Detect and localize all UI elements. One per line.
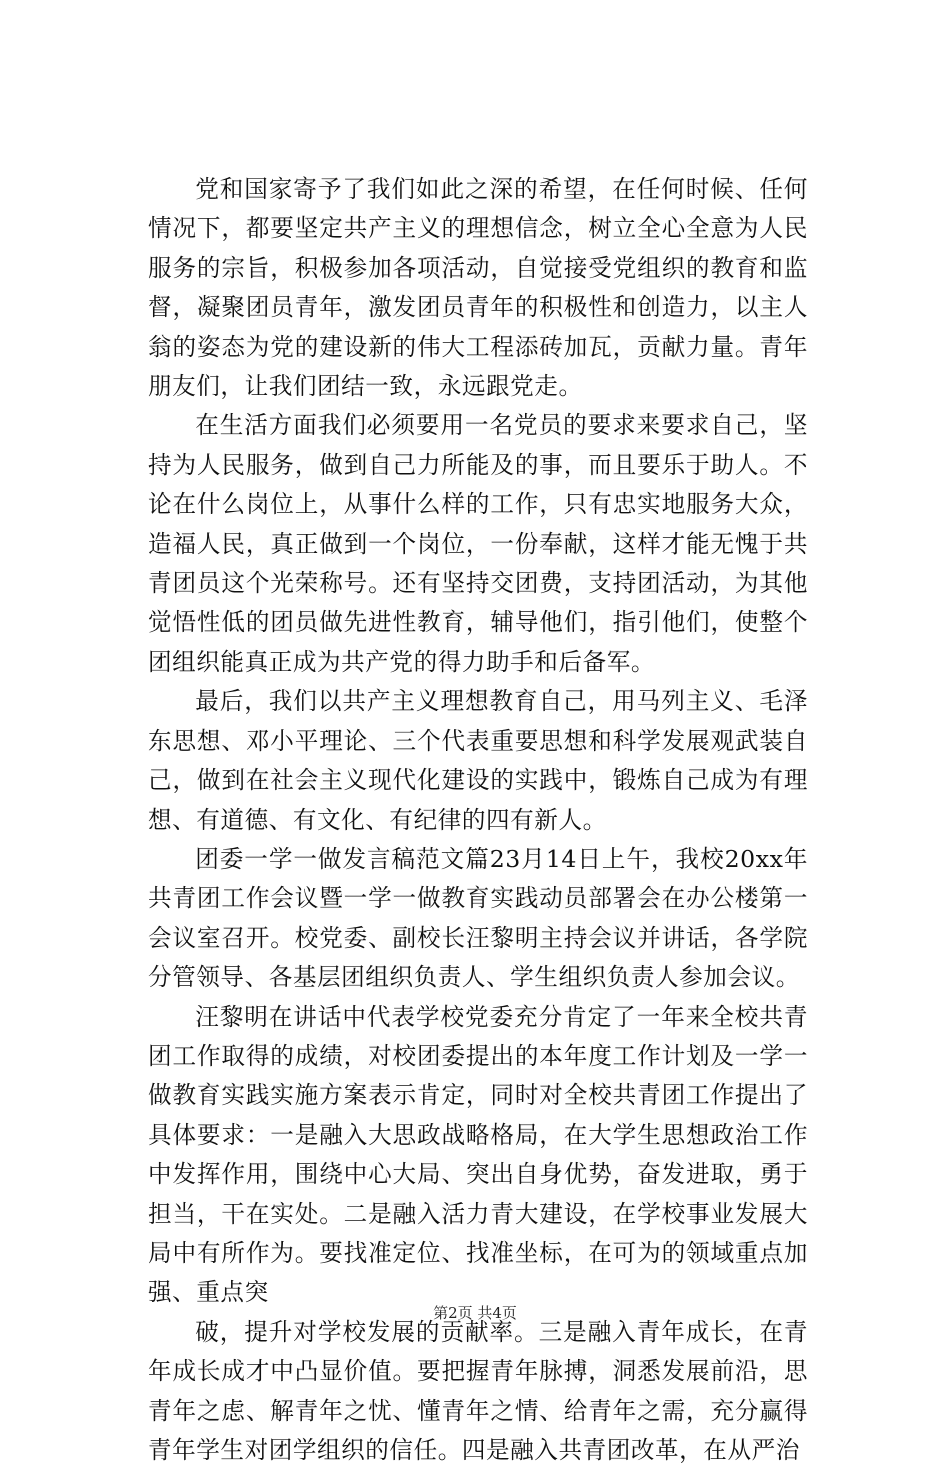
paragraph-6: 破，提升对学校发展的贡献率。三是融入青年成长，在青年成长成才中凸显价值。要把握青年脉搏，洞悉发展前沿，思青年之虑、解青年之忧、懂青年之情、给青年之需，充分赢得青年学生对团学组织的信任。四是融入共青团改革，在从严治 [148,1317,808,1464]
paragraph-3: 最后，我们以共产主义理想教育自己，用马列主义、毛泽东思想、邓小平理论、三个代表重要思想和科学发展观武装自己，做到在社会主义现代化建设的实践中，锻炼自己成为有理想、有道德、有文化、有纪律的四有新人。 [148,687,808,834]
paragraph-5: 汪黎明在讲话中代表学校党委充分肯定了一年来全校共青团工作取得的成绩，对校团委提出的本年度工作计划及一学一做教育实践实施方案表示肯定，同时对全校共青团工作提出了具体要求：一是融入大思政战略格局，在大学生思想政治工作中发挥作用，围绕中心大局、突出自身优势，奋发进取，勇于担当，干在实处。二是融入活力青大建设，在学校事业发展大局中有所作为。要找准定位、找准坐标，在可为的领域重点加强、重点突 [148,1002,808,1307]
paragraph-2: 在生活方面我们必须要用一名党员的要求来要求自己，坚持为人民服务，做到自己力所能及的事，而且要乐于助人。不论在什么岗位上，从事什么样的工作，只有忠实地服务大众，造福人民，真正做到一个岗位，一份奉献，这样才能无愧于共青团员这个光荣称号。还有坚持交团费，支持团活动，为其他觉悟性低的团员做先进性教育，辅导他们，指引他们，使整个团组织能真正成为共产党的得力助手和后备军。 [148,411,808,676]
paragraph-4: 团委一学一做发言稿范文篇23月14日上午，我校20xx年共青团工作会议暨一学一做教育实践动员部署会在办公楼第一会议室召开。校党委、副校长汪黎明主持会议并讲话，各学院分管领导、各基层团组织负责人、学生组织负责人参加会议。 [148,844,808,992]
page-number-footer: 第2页 共4页 [433,1304,517,1322]
paragraph-1: 党和国家寄予了我们如此之深的希望，在任何时候、任何情况下，都要坚定共产主义的理想信念，树立全心全意为人民服务的宗旨，积极参加各项活动，自觉接受党组织的教育和监督，凝聚团员青年，激发团员青年的积极性和创造力，以主人翁的姿态为党的建设新的伟大工程添砖加瓦，贡献力量。青年朋友们，让我们团结一致，永远跟党走。 [148,175,808,401]
document-body [148,170,808,1470]
